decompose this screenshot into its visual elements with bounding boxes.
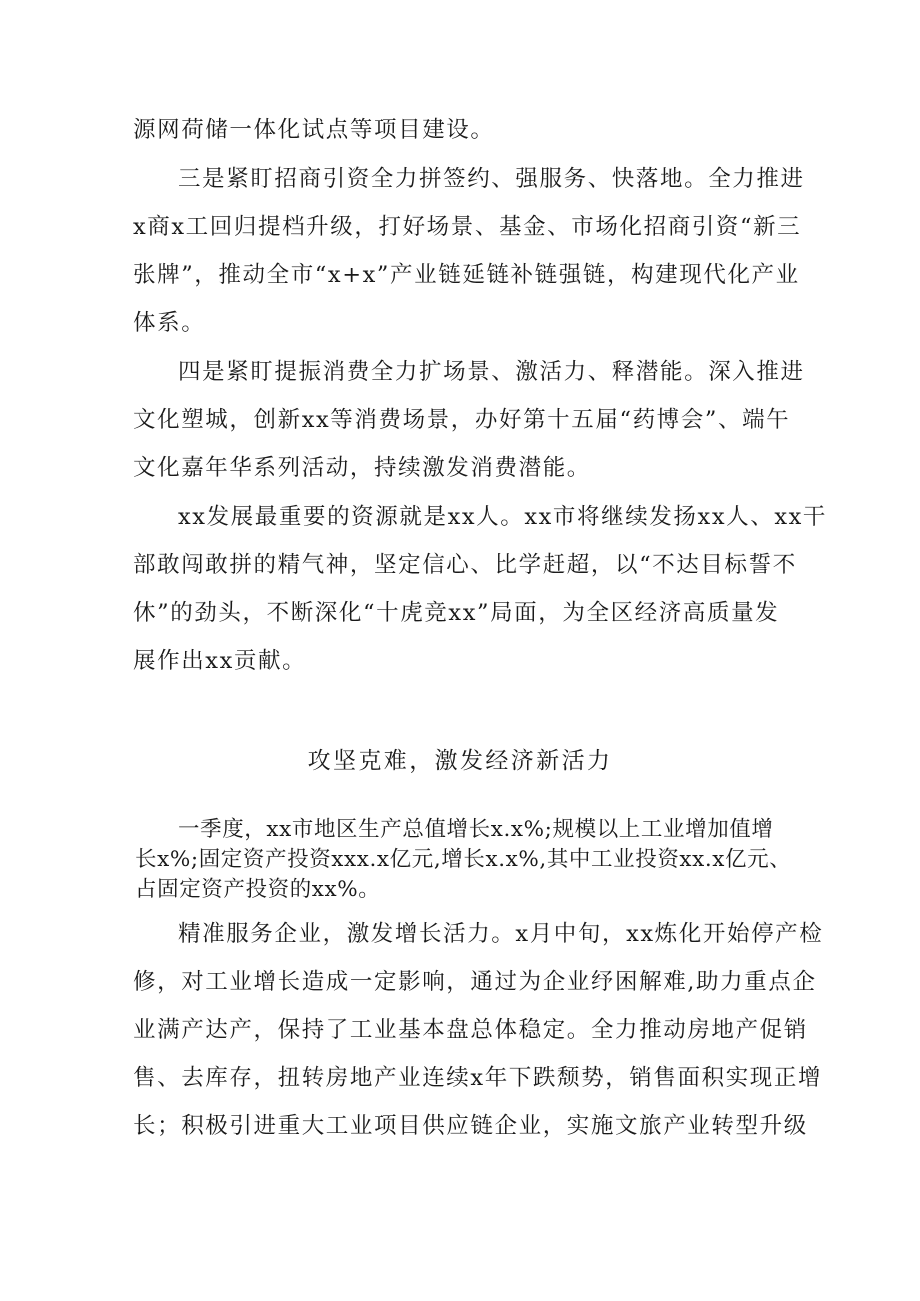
- paragraph-line: 三是紧盯招商引资全力拼签约、强服务、快落地。全力推进: [178, 166, 805, 192]
- paragraph-line: 文化嘉年华系列活动，持续激发消费潜能。: [133, 455, 591, 481]
- paragraph-line: 长；积极引进重大工业项目供应链企业，实施文旅产业转型升级: [133, 1113, 808, 1139]
- paragraph-line: 体系。: [133, 310, 206, 336]
- paragraph-line: xx发展最重要的资源就是xx人。xx市将继续发扬xx人、xx干: [178, 504, 827, 530]
- paragraph-line: x商x工回归提档升级，打好场景、基金、市场化招商引资“新三: [133, 214, 802, 240]
- paragraph-line: 精准服务企业，激发增长活力。x月中旬，xx炼化开始停产检: [178, 921, 824, 947]
- paragraph-line: 源网荷储一体化试点等项目建设。: [133, 117, 495, 143]
- paragraph-line: 休”的劲头，不断深化“十虎竞xx”局面，为全区经济高质量发: [133, 600, 780, 626]
- paragraph-line: 文化塑城，创新xx等消费场景，办好第十五届“药博会”、端午: [133, 407, 791, 433]
- paragraph-line: 四是紧盯提振消费全力扩场景、激活力、释潜能。深入推进: [178, 359, 805, 385]
- paragraph-line: 售、去库存，扭转房地产业连续x年下跌颓势，销售面积实现正增: [133, 1065, 823, 1091]
- paragraph-line: 长x%;固定资产投资xxx.x亿元,增长x.x%,其中工业投资xx.x亿元、: [135, 847, 792, 872]
- paragraph-line: 占固定资产投资的xx%。: [135, 877, 381, 902]
- paragraph-line: 一季度，xx市地区生产总值增长x.x%;规模以上工业增加值增: [178, 817, 774, 842]
- paragraph-line: 张牌”，推动全市“x+x”产业链延链补链强链，构建现代化产业: [133, 262, 800, 288]
- paragraph-line: 业满产达产，保持了工业基本盘总体稳定。全力推动房地产促销: [133, 1017, 808, 1043]
- paragraph-line: 部敢闯敢拼的精气神，坚定信心、比学赶超，以“不达目标誓不: [133, 552, 797, 578]
- paragraph-line: 展作出xx贡献。: [133, 648, 307, 674]
- paragraph-line: 修，对工业增长造成一定影响，通过为企业纾困解难,助力重点企: [133, 969, 817, 995]
- section-heading: 攻坚克难，激发经济新活力: [307, 748, 613, 774]
